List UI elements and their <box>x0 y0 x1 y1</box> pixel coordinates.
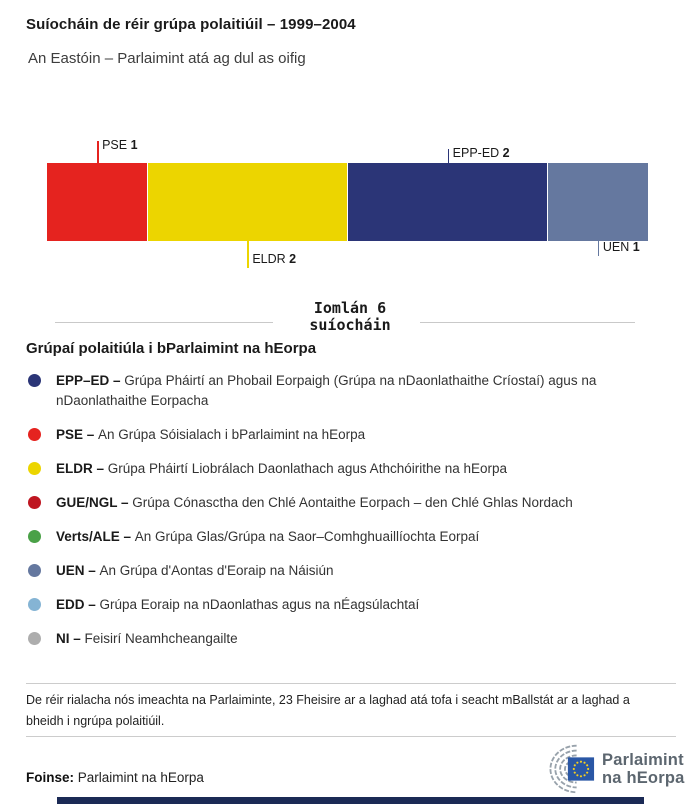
seats-chart <box>47 130 648 270</box>
source-line <box>26 770 204 785</box>
legend-dot-icon <box>28 632 41 645</box>
legend-item-abbr: GUE/NGL – <box>56 495 133 510</box>
tick-label-pse: PSE 1 <box>102 138 138 152</box>
legend-heading: Grúpaí polaitiúla i bParlaimint na hEorpa <box>26 340 317 357</box>
legend-item-desc: An Grúpa Sóisialach i bParlaimint na hEorpa <box>98 427 366 442</box>
tick-line-epp-ed <box>448 149 450 163</box>
total-divider-left <box>55 322 273 323</box>
legend-item-text <box>56 629 238 649</box>
logo-text <box>602 751 684 787</box>
total-line1: Iomlán 6 <box>313 299 387 317</box>
legend-dot-icon <box>28 428 41 441</box>
page-subtitle: An Eastóin – Parlaimint atá ag dul as oifig <box>28 50 306 67</box>
legend-item-text <box>56 459 507 479</box>
total-line2: suíocháin <box>309 316 391 334</box>
legend-item-desc: An Grúpa Glas/Grúpa na Saor–Comhghuaillíochta Eorpaí <box>134 529 480 544</box>
legend-item-abbr: Verts/ALE – <box>56 529 135 544</box>
legend-item-7 <box>26 629 666 649</box>
legend-item-desc: Feisirí Neamhcheangailte <box>84 631 238 646</box>
legend-item-5 <box>26 561 666 581</box>
legend-item-abbr: PSE – <box>56 427 99 442</box>
tick-label-eldr: ELDR 2 <box>252 252 297 266</box>
legend-item-abbr: NI – <box>56 631 85 646</box>
legend-item-desc: Grúpa Pháirtí Liobrálach Daonlathach agus Athchóirithe na hEorpa <box>107 461 508 476</box>
source-value: Parlaimint na hEorpa <box>77 770 204 785</box>
legend-item-desc: Grúpa Pháirtí an Phobail Eorpaigh (Grúpa na nDaonlathaithe Críostaí) agus na nDaonlathaithe Eorpacha <box>56 373 597 408</box>
legend-item-0 <box>26 371 666 411</box>
legend-dot-icon <box>28 598 41 611</box>
tick-line-uen <box>598 241 600 256</box>
legend-dot-icon <box>28 530 41 543</box>
divider-bottom <box>26 736 676 737</box>
logo-line2: na hEorpa <box>602 769 685 787</box>
legend-item-abbr: EPP–ED – <box>56 373 125 388</box>
legend-dot-icon <box>28 496 41 509</box>
page-title: Suíocháin de réir grúpa polaitiúil – 1999–2004 <box>26 16 356 33</box>
bar-segment-pse[interactable] <box>47 163 147 241</box>
logo-line1: Parlaimint <box>602 751 684 769</box>
tick-label-epp-ed: EPP-ED 2 <box>452 146 510 160</box>
legend-item-4 <box>26 527 666 547</box>
legend-dot-icon <box>28 374 41 387</box>
tick-line-eldr <box>247 241 249 268</box>
legend-item-text <box>56 425 365 445</box>
ep-logo <box>532 742 684 796</box>
legend-item-3 <box>26 493 666 513</box>
legend-item-desc: Grúpa Eoraip na nDaonlathas agus na nÉagsúlachtaí <box>99 597 420 612</box>
source-label: Foinse: <box>26 770 75 785</box>
legend-item-text <box>56 561 334 581</box>
legend-item-text <box>56 493 573 513</box>
legend-item-desc: Grúpa Cónasctha den Chlé Aontaithe Eorpach – den Chlé Ghlas Nordach <box>132 495 573 510</box>
legend-item-abbr: UEN – <box>56 563 100 578</box>
divider-top <box>26 683 676 684</box>
seats-bar <box>47 163 648 241</box>
tick-label-uen: UEN 1 <box>602 240 640 254</box>
bar-segment-epp-ed[interactable] <box>347 163 547 241</box>
legend-item-text <box>56 371 656 411</box>
legend-item-abbr: EDD – <box>56 597 100 612</box>
legend-dot-icon <box>28 564 41 577</box>
bottom-bar <box>57 797 644 804</box>
legend-item-1 <box>26 425 666 445</box>
legend-list <box>26 371 666 663</box>
legend-item-text <box>56 527 479 547</box>
bar-segment-uen[interactable] <box>547 163 648 241</box>
total-seats-label <box>0 300 700 334</box>
footnote: De réir rialacha nós imeachta na Parlaiminte, 23 Fheisire ar a laghad atá tofa i seacht mBallstát ar a laghad a bheidh i ngrúpa polaitiúil. <box>26 693 630 728</box>
total-divider-right <box>420 322 635 323</box>
legend-item-abbr: ELDR – <box>56 461 108 476</box>
legend-item-2 <box>26 459 666 479</box>
legend-item-text <box>56 595 419 615</box>
hemicycle-icon <box>532 742 596 796</box>
legend-item-6 <box>26 595 666 615</box>
tick-line-pse <box>97 141 99 163</box>
legend-dot-icon <box>28 462 41 475</box>
legend-item-desc: An Grúpa d'Aontas d'Eoraip na Náisiún <box>99 563 334 578</box>
bar-segment-eldr[interactable] <box>147 163 347 241</box>
